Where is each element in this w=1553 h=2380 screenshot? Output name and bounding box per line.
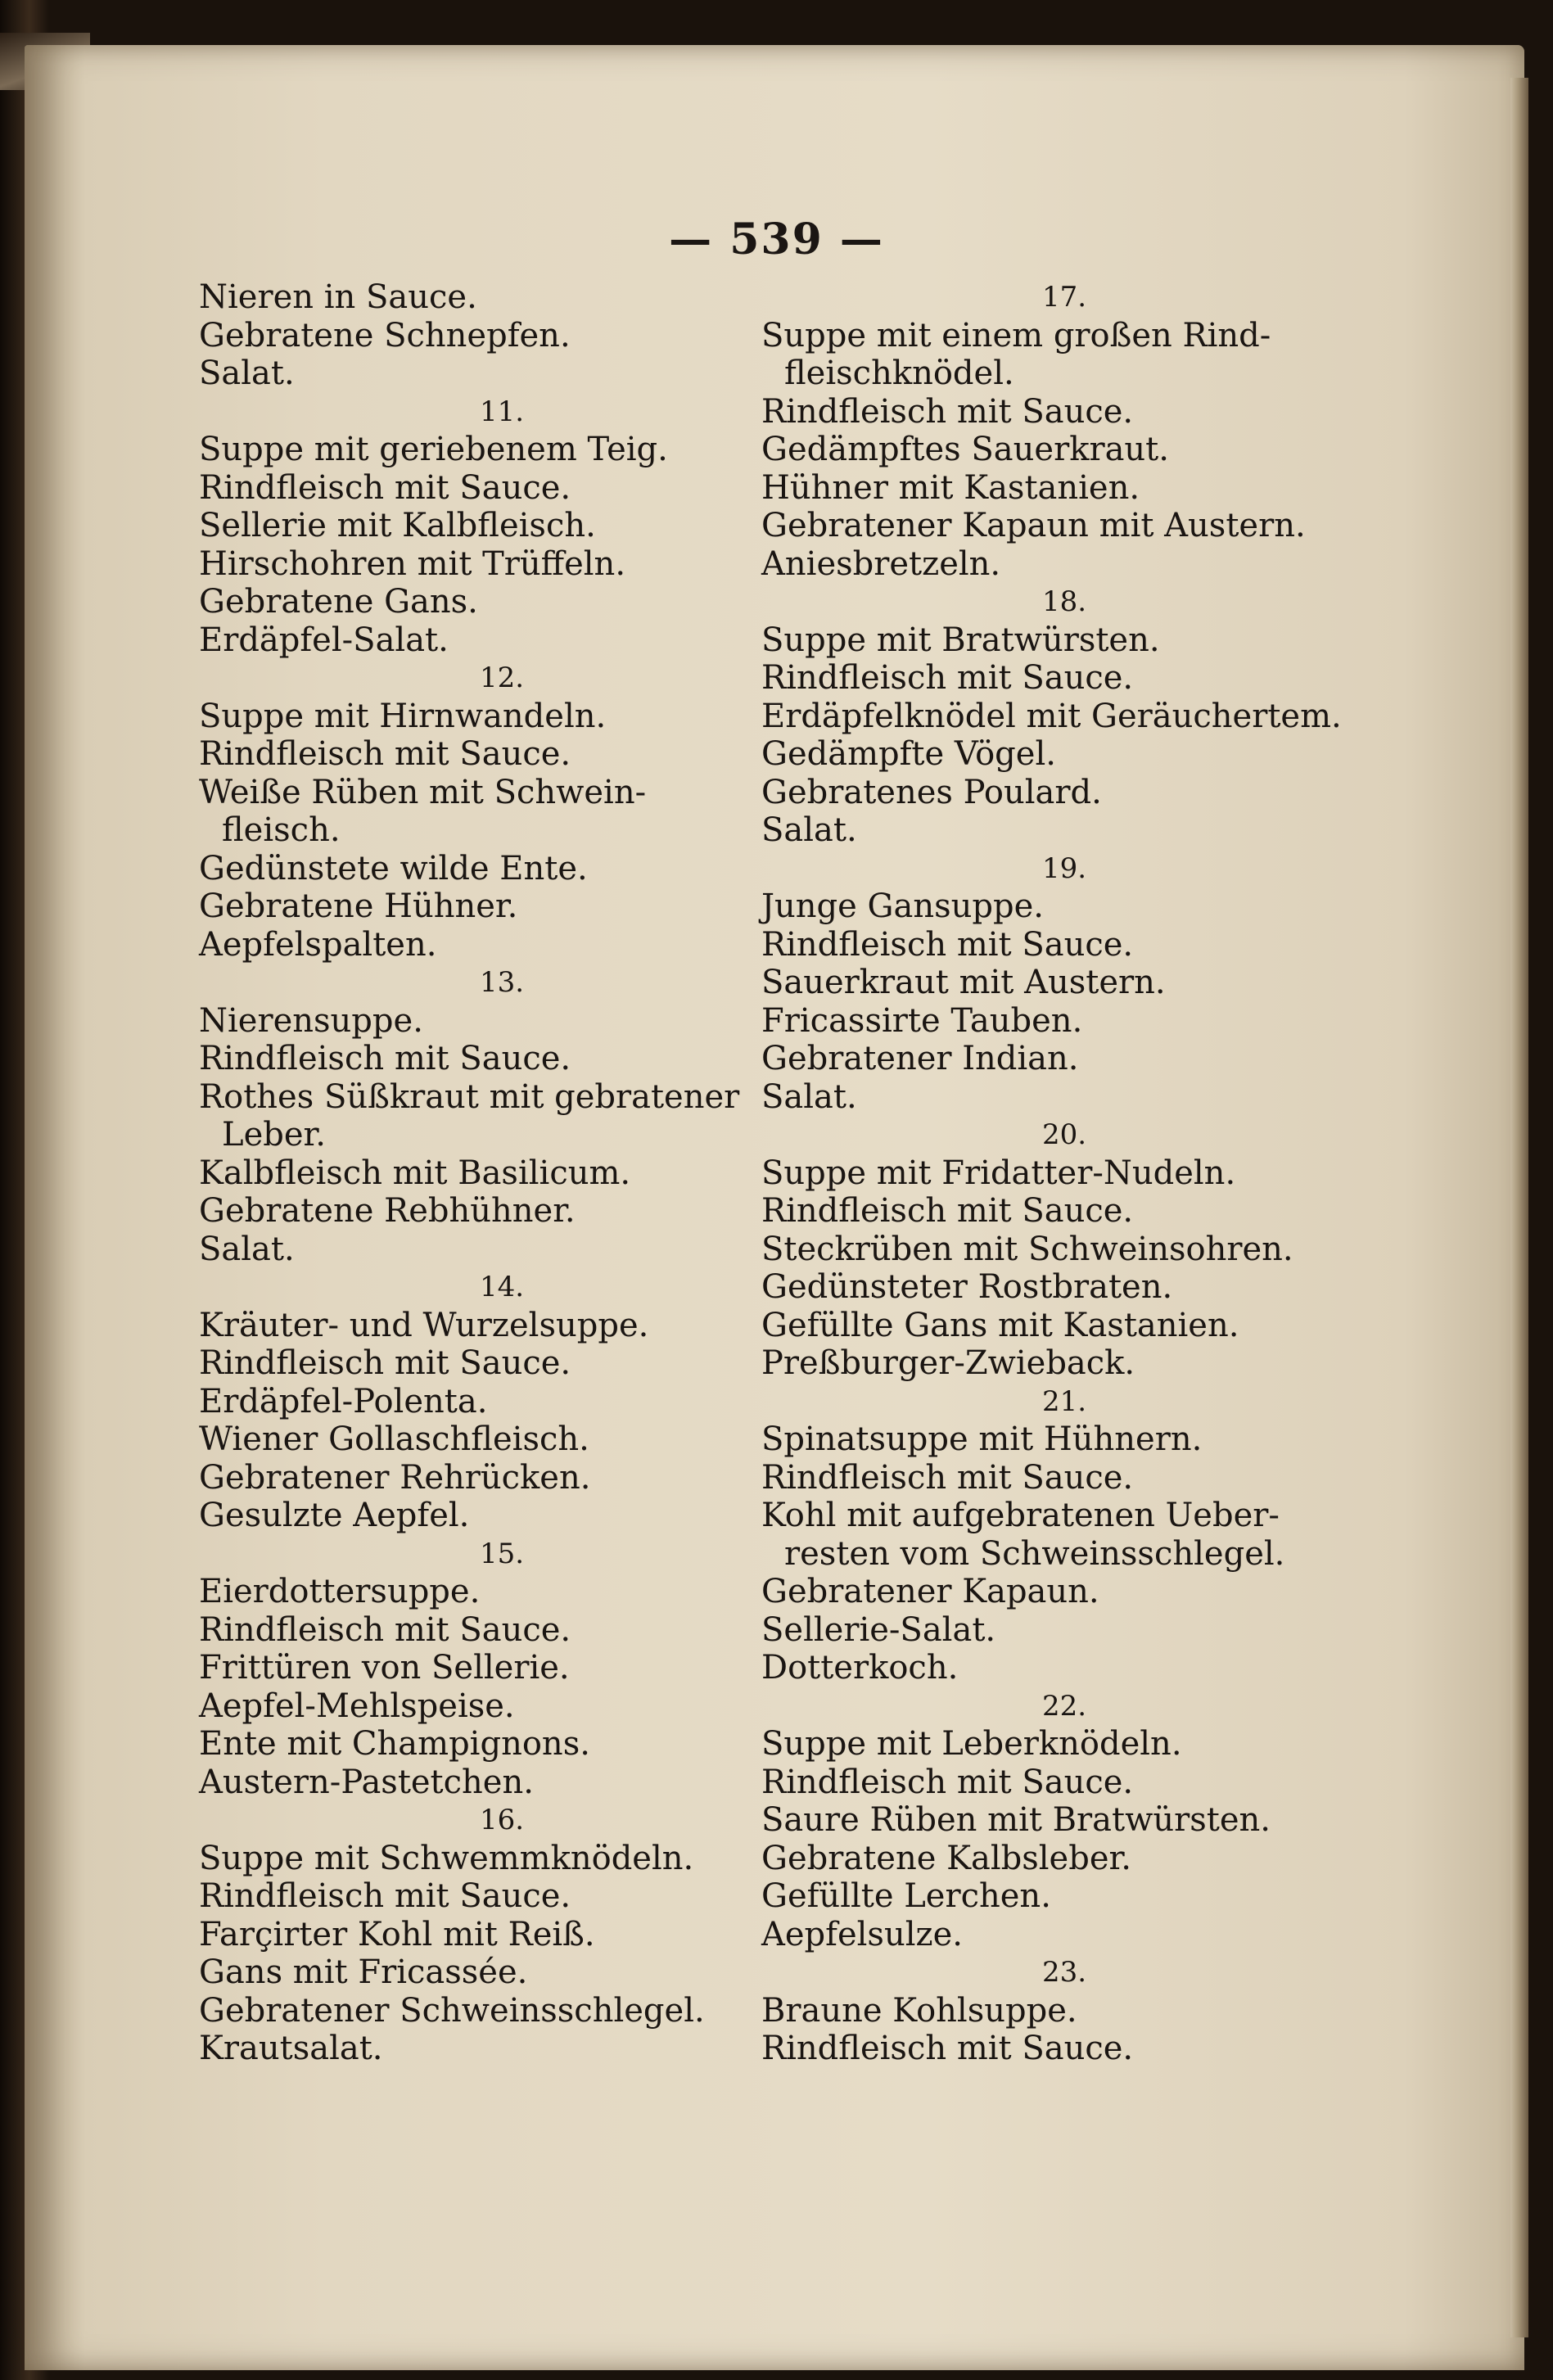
menu-item: Fricassirte Tauben. (761, 1001, 1083, 1040)
menu-item: Suppe mit Hirnwandeln. (199, 697, 607, 735)
menu-item: Junge Gansuppe. (761, 887, 1044, 925)
menu-item: Suppe mit Schwemmknödeln. (199, 1839, 694, 1877)
menu-item: Salat. (761, 811, 857, 849)
menu-number: 13. (479, 966, 525, 999)
menu-item: Gebratene Gans. (199, 583, 478, 621)
menu-item: Kräuter- und Wurzelsuppe. (199, 1306, 649, 1344)
menu-number: 14. (479, 1271, 525, 1303)
menu-item: Wiener Gollaschfleisch. (199, 1420, 589, 1458)
menu-item: Rindfleisch mit Sauce. (199, 1344, 571, 1382)
page-edge (1510, 78, 1528, 2337)
menu-item: Gebratene Rebhühner. (199, 1192, 576, 1230)
menu-item: Sellerie-Salat. (761, 1610, 996, 1649)
menu-item: Kalbfleisch mit Basilicum. (199, 1154, 631, 1192)
menu-item: Dotterkoch. (761, 1649, 959, 1687)
menu-item: Hühner mit Kastanien. (761, 468, 1140, 507)
menu-item: Gebratener Kapaun. (761, 1573, 1099, 1610)
menu-item: Nieren in Sauce. (199, 278, 477, 316)
menu-item: Gedünsteter Rostbraten. (761, 1268, 1173, 1306)
menu-item: Aepfelsulze. (761, 1915, 963, 1953)
menu-item: Gebratener Indian. (761, 1040, 1079, 1077)
menu-item: Suppe mit einem großen Rind- (761, 316, 1271, 355)
menu-item: Rindfleisch mit Sauce. (761, 392, 1134, 431)
menu-item: Sauerkraut mit Austern. (761, 964, 1166, 1001)
menu-item: Weiße Rüben mit Schwein- (199, 773, 647, 811)
menu-item: Rindfleisch mit Sauce. (199, 1040, 571, 1077)
menu-item: Aniesbretzeln. (761, 544, 1001, 583)
menu-item: Spinatsuppe mit Hühnern. (761, 1420, 1203, 1458)
menu-item: Austern-Pastetchen. (199, 1763, 534, 1801)
menu-item: Sellerie mit Kalbfleisch. (199, 507, 596, 544)
menu-item: Braune Kohlsuppe. (761, 1991, 1077, 2030)
menu-item: Hirschohren mit Trüffeln. (199, 544, 626, 583)
menu-item: Rindfleisch mit Sauce. (761, 1458, 1134, 1497)
menu-item: Farçirter Kohl mit Reiß. (199, 1915, 595, 1953)
menu-number: 17. (1041, 281, 1087, 314)
menu-item: Salat. (199, 1230, 295, 1268)
menu-item: Suppe mit geriebenem Teig. (199, 431, 668, 468)
menu-item: Gebratenes Poulard. (761, 773, 1102, 811)
menu-number: 22. (1041, 1689, 1087, 1723)
menu-item: Erdäpfel-Polenta. (199, 1382, 488, 1420)
menu-item: Suppe mit Leberknödeln. (761, 1725, 1182, 1763)
menu-item: Gebratene Hühner. (199, 887, 518, 925)
menu-item: Gebratene Kalbsleber. (761, 1839, 1131, 1877)
menu-item: Rindfleisch mit Sauce. (761, 1192, 1134, 1230)
menu-item: Gebratene Schnepfen. (199, 316, 571, 355)
menu-item: Rindfleisch mit Sauce. (761, 2030, 1134, 2067)
menu-item: Salat. (199, 355, 295, 392)
menu-item: Rindfleisch mit Sauce. (199, 1877, 571, 1915)
menu-item: resten vom Schweinsschlegel. (784, 1534, 1285, 1573)
menu-item: fleischknödel. (784, 355, 1014, 392)
menu-column-left (199, 278, 756, 2068)
menu-item: Rindfleisch mit Sauce. (199, 1610, 571, 1649)
menu-item: Frittüren von Sellerie. (199, 1649, 570, 1687)
menu-number: 19. (1041, 851, 1087, 885)
menu-number: 11. (479, 395, 525, 428)
menu-item: Leber. (222, 1116, 326, 1154)
menu-number: 20. (1041, 1118, 1087, 1151)
menu-item: Salat. (761, 1077, 857, 1116)
menu-item: Gefüllte Lerchen. (761, 1877, 1051, 1915)
menu-number: 21. (1041, 1384, 1087, 1418)
menu-number: 18. (1041, 585, 1087, 618)
menu-item: Aepfel-Mehlspeise. (199, 1687, 515, 1725)
menu-number: 16. (479, 1804, 525, 1836)
menu-item: Preßburger-Zwieback. (761, 1344, 1135, 1382)
menu-item: fleisch. (222, 811, 341, 849)
menu-item: Gefüllte Gans mit Kastanien. (761, 1306, 1239, 1344)
menu-item: Rindfleisch mit Sauce. (761, 925, 1134, 964)
menu-item: Gans mit Fricassée. (199, 1953, 528, 1991)
menu-item: Erdäpfel-Salat. (199, 621, 449, 659)
menu-item: Rindfleisch mit Sauce. (761, 659, 1134, 697)
menu-item: Ente mit Champignons. (199, 1725, 590, 1763)
menu-item: Suppe mit Bratwürsten. (761, 621, 1160, 659)
menu-item: Gebratener Rehrücken. (199, 1458, 591, 1497)
menu-item: Gedünstete wilde Ente. (199, 849, 588, 887)
menu-item: Gedämpfte Vögel. (761, 735, 1056, 773)
menu-item: Gebratener Schweinsschlegel. (199, 1991, 705, 2030)
menu-item: Saure Rüben mit Bratwürsten. (761, 1801, 1271, 1839)
menu-column-right (761, 278, 1342, 2068)
menu-item: Gebratener Kapaun mit Austern. (761, 507, 1306, 544)
menu-item: Eierdottersuppe. (199, 1573, 481, 1610)
menu-item: Erdäpfelknödel mit Geräuchertem. (761, 697, 1342, 735)
menu-number: 15. (479, 1537, 525, 1570)
menu-number: 23. (1041, 1956, 1087, 1989)
menu-item: Gesulzte Aepfel. (199, 1497, 470, 1534)
menu-item: Suppe mit Fridatter-Nudeln. (761, 1154, 1236, 1192)
menu-item: Rindfleisch mit Sauce. (761, 1763, 1134, 1801)
menu-item: Steckrüben mit Schweinsohren. (761, 1230, 1293, 1268)
menu-item: Gedämpftes Sauerkraut. (761, 431, 1169, 468)
page-number: — 539 — (669, 215, 884, 264)
menu-item: Aepfelspalten. (199, 925, 437, 964)
menu-item: Rindfleisch mit Sauce. (199, 735, 571, 773)
menu-number: 12. (479, 662, 525, 694)
menu-item: Nierensuppe. (199, 1001, 423, 1040)
menu-item: Rindfleisch mit Sauce. (199, 468, 571, 507)
menu-item: Kohl mit aufgebratenen Ueber- (761, 1497, 1280, 1534)
menu-item: Rothes Süßkraut mit gebratener (199, 1077, 740, 1116)
menu-item: Krautsalat. (199, 2030, 383, 2067)
